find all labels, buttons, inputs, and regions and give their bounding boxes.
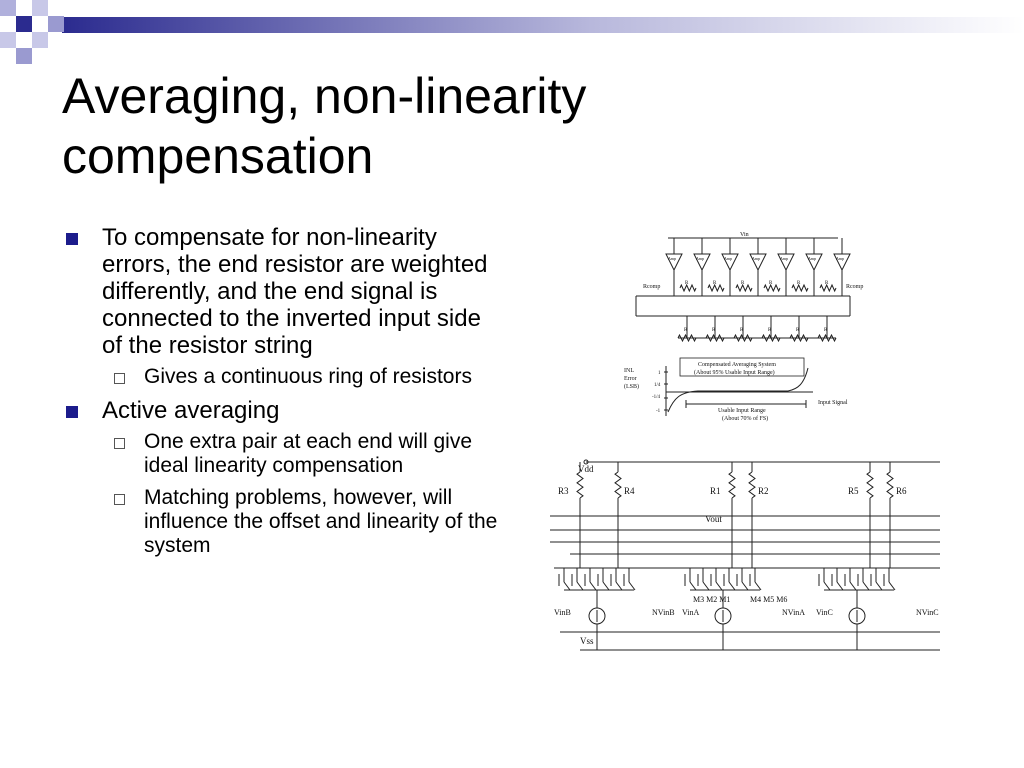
amp-label: Amp	[836, 256, 844, 261]
inl-label-2: Error	[624, 376, 637, 382]
node-nvinC: NVinC	[916, 608, 939, 617]
vout-label: Vout	[705, 514, 722, 524]
resistor-label: R	[769, 281, 773, 286]
box-line-2: (About 95% Usable Input Range)	[694, 370, 775, 376]
input-signal-label: Input Signal	[818, 400, 848, 406]
amp-label: Amp	[752, 256, 760, 261]
rcomp-label-right: Rcomp	[846, 284, 864, 290]
node-vinB: VinB	[554, 608, 571, 617]
resistor-label: R	[685, 281, 689, 286]
slide-title	[62, 66, 762, 186]
resistor-label: R	[797, 281, 801, 286]
resistor-label: R6	[896, 486, 907, 496]
hollow-square-bullet-icon	[114, 373, 125, 384]
node-vinC: VinC	[816, 608, 833, 617]
resistor-icon	[749, 472, 755, 498]
usable-range-line-1: Usable Input Range	[718, 408, 766, 414]
square-bullet-icon	[66, 233, 78, 245]
bullet-2-text: Active averaging	[102, 397, 280, 424]
node-nvinA: NVinA	[782, 608, 806, 617]
vin-label: Vin	[740, 232, 749, 238]
header-decoration	[0, 0, 1024, 64]
resistor-label: R	[825, 281, 829, 286]
vss-label: Vss	[580, 636, 594, 646]
resistor-icon	[867, 472, 873, 498]
sub-bullet-1-1	[114, 365, 502, 389]
hollow-square-bullet-icon	[114, 494, 125, 505]
box-line-1: Compensated Averaging System	[698, 362, 776, 368]
m-labels-left: M3 M2 M1	[693, 595, 731, 604]
resistor-icon	[577, 472, 583, 498]
lower-resistor-row	[678, 316, 836, 341]
resistor-label: R4	[624, 486, 635, 496]
amp-label: Amp	[780, 256, 788, 261]
resistor-label: R	[740, 328, 744, 333]
resistor-label: R5	[848, 486, 859, 496]
square-bullet-icon	[66, 406, 78, 418]
usable-range-line-2: (About 70% of FS)	[722, 416, 769, 422]
sub-bullet-1-1-text: Gives a continuous ring of resistors	[144, 365, 472, 388]
resistor-icon	[615, 472, 621, 498]
resistor-label: R	[684, 328, 688, 333]
amplifier-row	[666, 238, 850, 296]
averaging-network-figure	[618, 226, 868, 426]
sub-bullet-2-2-text: Matching problems, however, will influence the offset and linearity of the system	[144, 486, 498, 557]
active-averaging-circuit-figure	[540, 450, 956, 658]
resistor-label: R3	[558, 486, 569, 496]
node-nvinB: NVinB	[652, 608, 675, 617]
resistor-icon	[887, 472, 893, 498]
sub-bullet-2-1-text: One extra pair at each end will give ideal linearity compensation	[144, 430, 473, 477]
amp-label: Amp	[724, 256, 732, 261]
resistor-label: R	[713, 281, 717, 286]
resistor-label: R	[824, 328, 828, 333]
resistor-label: R2	[758, 486, 769, 496]
y-tick-2: 1/4	[654, 383, 661, 388]
bullet-1-text: To compensate for non-linearity errors, the end resistor are weighted differently, and the end signal is connected to the inverted input side of the resistor string	[102, 224, 488, 359]
sub-bullet-2-2	[114, 486, 502, 558]
sub-bullet-2-1	[114, 430, 502, 478]
y-tick-3: -1/4	[652, 395, 661, 400]
hollow-square-bullet-icon	[114, 438, 125, 449]
m-labels-right: M4 M5 M6	[750, 595, 788, 604]
vdd-label: Vdd	[578, 464, 594, 474]
resistor-icon	[729, 472, 735, 498]
amp-label: Amp	[668, 256, 676, 261]
resistor-label: R	[768, 328, 772, 333]
resistor-label: R1	[710, 486, 721, 496]
y-tick-1: 1	[658, 371, 661, 376]
title-line-1: Averaging, non-linearity	[62, 68, 587, 124]
bullet-2	[62, 397, 502, 424]
y-tick-4: -1	[656, 409, 661, 414]
rcomp-label-left: Rcomp	[643, 284, 661, 290]
transistor-array	[559, 568, 895, 650]
title-line-2: compensation	[62, 128, 374, 184]
amp-label: Amp	[808, 256, 816, 261]
node-vinA: VinA	[682, 608, 700, 617]
inl-label-1: INL	[624, 368, 634, 374]
bullet-list	[62, 224, 502, 566]
resistor-label: R	[796, 328, 800, 333]
resistor-label: R	[741, 281, 745, 286]
load-resistors	[558, 462, 907, 568]
inl-label-3: (LSB)	[624, 384, 639, 390]
amp-label: Amp	[696, 256, 704, 261]
resistor-label: R	[712, 328, 716, 333]
bullet-1	[62, 224, 502, 359]
